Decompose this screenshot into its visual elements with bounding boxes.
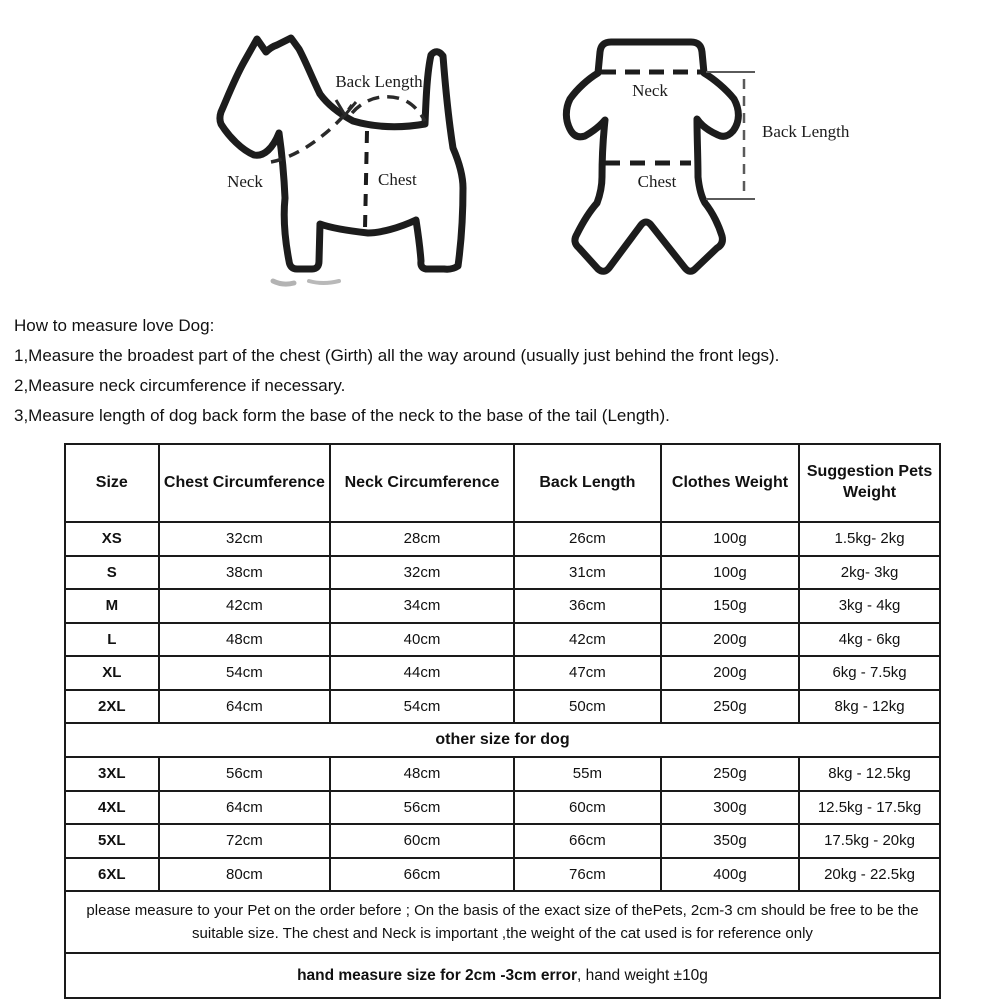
header-row	[65, 444, 940, 522]
dog-far-foot-rear	[309, 281, 339, 283]
garment-neck-label: Neck	[632, 81, 668, 100]
garment-diagram-outline	[566, 42, 738, 271]
header-clothes-weight: Clothes Weight	[661, 444, 799, 522]
dog-back-length-measure-line	[352, 97, 425, 121]
back-length-cell: 42cm	[514, 623, 661, 657]
table-row-l	[65, 623, 940, 657]
clothes-weight-cell: 100g	[661, 522, 799, 556]
clothes-weight-cell: 200g	[661, 623, 799, 657]
dog-far-foot-front	[273, 281, 294, 284]
back-length-cell: 55m	[514, 757, 661, 791]
neck-cell: 28cm	[330, 522, 514, 556]
size-cell: M	[65, 589, 159, 623]
section-divider-row	[65, 723, 940, 757]
table-row-s	[65, 556, 940, 590]
pet-weight-cell: 1.5kg- 2kg	[799, 522, 940, 556]
pet-weight-cell: 20kg - 22.5kg	[799, 858, 940, 892]
measure-instructions	[14, 317, 984, 437]
clothes-weight-cell: 300g	[661, 791, 799, 825]
section-divider-label: other size for dog	[65, 723, 940, 757]
neck-cell: 66cm	[330, 858, 514, 892]
pet-weight-cell: 8kg - 12kg	[799, 690, 940, 724]
table-row-xl	[65, 656, 940, 690]
chest-cell: 38cm	[159, 556, 331, 590]
error-note-row	[65, 953, 940, 998]
header-neck-circumference: Neck Circumference	[330, 444, 514, 522]
table-row-2xl	[65, 690, 940, 724]
chest-cell: 54cm	[159, 656, 331, 690]
clothes-weight-cell: 250g	[661, 690, 799, 724]
header-size: Size	[65, 444, 159, 522]
clothes-weight-cell: 150g	[661, 589, 799, 623]
chest-cell: 42cm	[159, 589, 331, 623]
error-note-bold: hand measure size for 2cm -3cm error	[297, 966, 578, 984]
table-row-5xl	[65, 824, 940, 858]
instruction-step-2: 2,Measure neck circumference if necessary.	[14, 376, 346, 395]
instructions-title: How to measure love Dog:	[14, 316, 215, 335]
error-note-rest: , hand weight ±10g	[577, 966, 708, 984]
header-suggestion-pets-weight: Suggestion Pets Weight	[799, 444, 940, 522]
dog-chest-label: Chest	[378, 170, 417, 189]
clothes-weight-cell: 350g	[661, 824, 799, 858]
dog-back-length-label: Back Length	[335, 72, 423, 91]
size-cell: S	[65, 556, 159, 590]
clothes-weight-cell: 200g	[661, 656, 799, 690]
garment-chest-label: Chest	[637, 172, 677, 191]
neck-cell: 40cm	[330, 623, 514, 657]
chest-cell: 64cm	[159, 690, 331, 724]
size-cell: XL	[65, 656, 159, 690]
back-length-cell: 36cm	[514, 589, 661, 623]
chest-cell: 72cm	[159, 824, 331, 858]
pet-weight-cell: 4kg - 6kg	[799, 623, 940, 657]
table-row-xs	[65, 522, 940, 556]
pet-weight-cell: 2kg- 3kg	[799, 556, 940, 590]
chest-cell: 32cm	[159, 522, 331, 556]
neck-cell: 44cm	[330, 656, 514, 690]
header-chest-circumference: Chest Circumference	[159, 444, 331, 522]
instruction-step-3: 3,Measure length of dog back form the base of the neck to the base of the tail (Length).	[14, 406, 670, 425]
clothes-weight-cell: 250g	[661, 757, 799, 791]
size-chart-table	[64, 443, 941, 999]
table-row-6xl	[65, 858, 940, 892]
neck-cell: 54cm	[330, 690, 514, 724]
chest-cell: 64cm	[159, 791, 331, 825]
clothes-weight-cell: 400g	[661, 858, 799, 892]
neck-cell: 60cm	[330, 824, 514, 858]
size-cell: 5XL	[65, 824, 159, 858]
garment-back-length-label: Back Length	[762, 122, 850, 141]
header-back-length: Back Length	[514, 444, 661, 522]
error-note-text	[65, 953, 940, 998]
back-length-cell: 60cm	[514, 791, 661, 825]
table-row-3xl	[65, 757, 940, 791]
size-cell: 4XL	[65, 791, 159, 825]
pet-weight-cell: 8kg - 12.5kg	[799, 757, 940, 791]
back-length-cell: 31cm	[514, 556, 661, 590]
neck-cell: 48cm	[330, 757, 514, 791]
pet-weight-cell: 6kg - 7.5kg	[799, 656, 940, 690]
pet-weight-cell: 12.5kg - 17.5kg	[799, 791, 940, 825]
neck-cell: 34cm	[330, 589, 514, 623]
instruction-step-1: 1,Measure the broadest part of the chest (Girth) all the way around (usually just behind the front legs).	[14, 346, 780, 365]
back-length-cell: 26cm	[514, 522, 661, 556]
table-row-4xl	[65, 791, 940, 825]
pet-weight-cell: 17.5kg - 20kg	[799, 824, 940, 858]
back-length-cell: 47cm	[514, 656, 661, 690]
table-row-m	[65, 589, 940, 623]
table-body	[65, 522, 940, 998]
chest-cell: 80cm	[159, 858, 331, 892]
pet-weight-cell: 3kg - 4kg	[799, 589, 940, 623]
back-length-cell: 66cm	[514, 824, 661, 858]
measure-note-text: please measure to your Pet on the order before ; On the basis of the exact size of thePets, 2cm-3 cm should be free to be the suitable size. The chest and Neck is important ,the weight of the cat used is for reference only	[65, 891, 940, 953]
neck-cell: 32cm	[330, 556, 514, 590]
measurement-diagram	[0, 0, 1000, 312]
size-cell: L	[65, 623, 159, 657]
clothes-weight-cell: 100g	[661, 556, 799, 590]
size-cell: 6XL	[65, 858, 159, 892]
dog-neck-label: Neck	[227, 172, 263, 191]
size-cell: 3XL	[65, 757, 159, 791]
size-cell: XS	[65, 522, 159, 556]
size-cell: 2XL	[65, 690, 159, 724]
chest-cell: 56cm	[159, 757, 331, 791]
back-length-cell: 76cm	[514, 858, 661, 892]
measure-note-row	[65, 891, 940, 953]
chest-cell: 48cm	[159, 623, 331, 657]
table-header	[65, 444, 940, 522]
neck-cell: 56cm	[330, 791, 514, 825]
back-length-cell: 50cm	[514, 690, 661, 724]
